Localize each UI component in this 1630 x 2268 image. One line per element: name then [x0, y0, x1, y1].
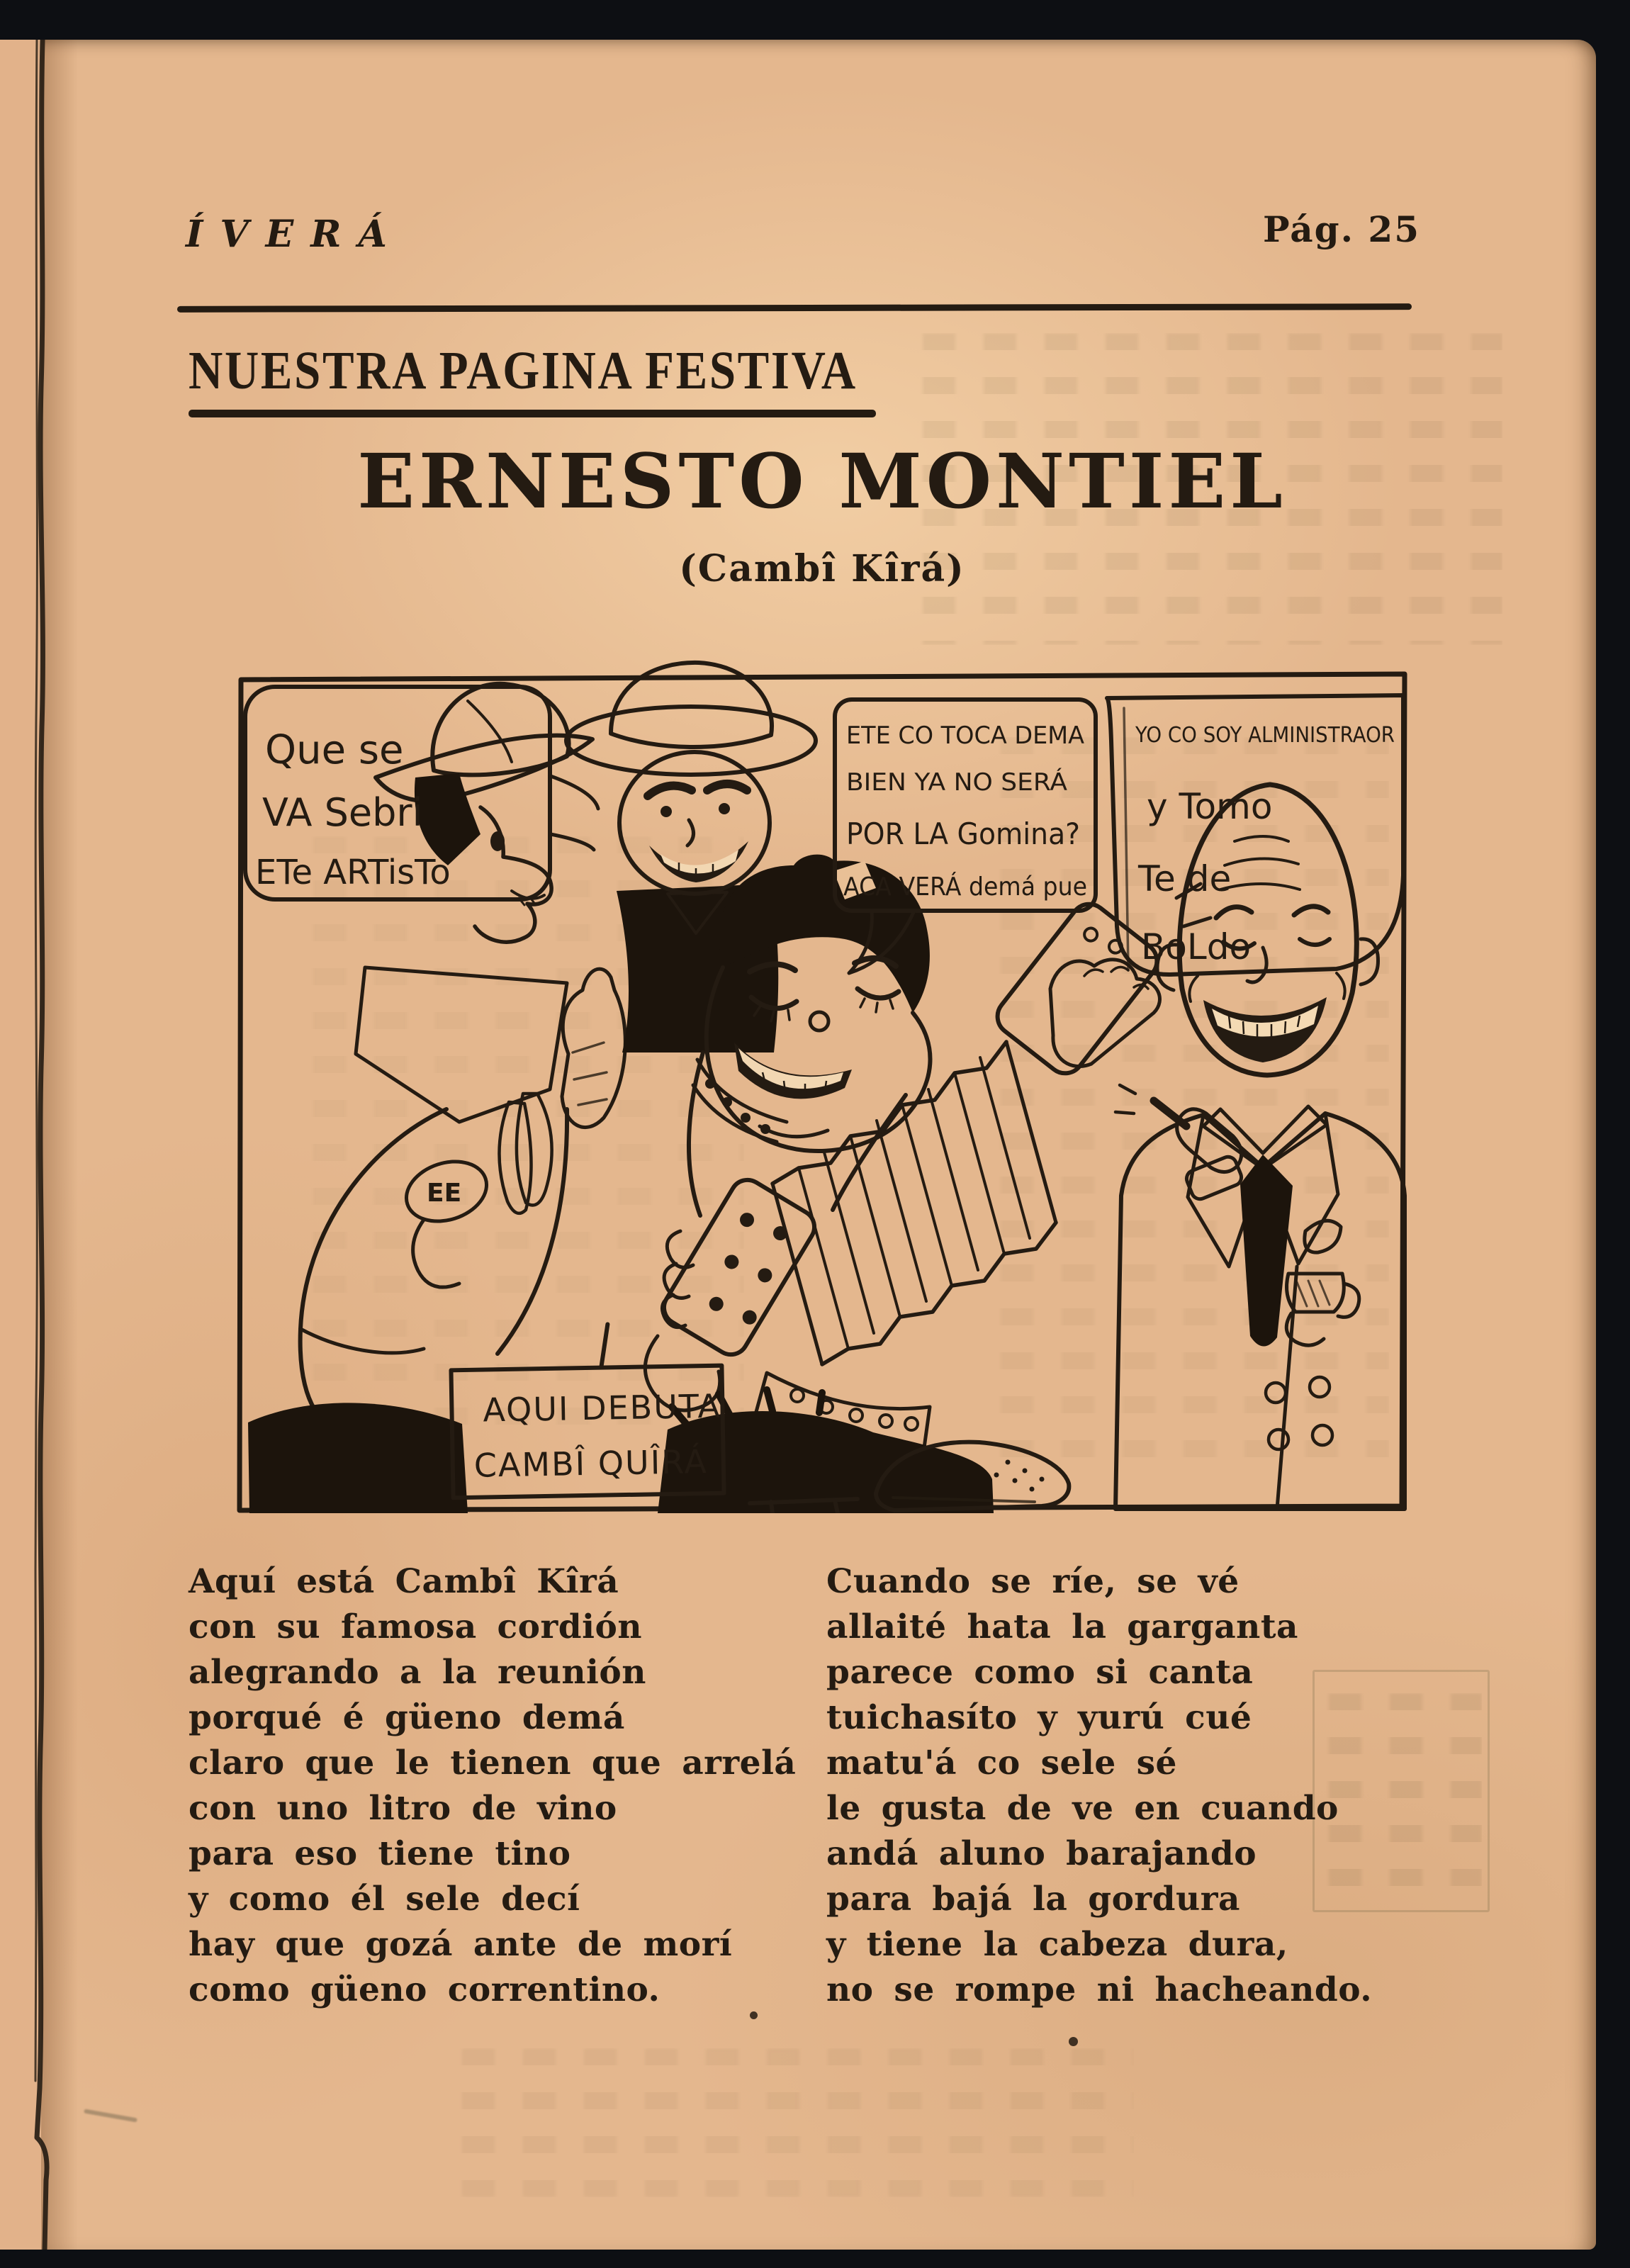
closed-eye: [858, 989, 899, 998]
eyebrows: [1216, 906, 1328, 918]
speech-bubble-left: [245, 687, 598, 899]
nose: [687, 820, 694, 846]
poem-line: y tiene la cabeza dura,: [826, 1925, 1288, 1964]
poem-line: le gusta de ve en cuando: [826, 1789, 1339, 1828]
page-number: Pág. 25: [1263, 208, 1421, 250]
bubble-right-line3: Te de: [1138, 858, 1232, 899]
ear: [1361, 939, 1378, 984]
eyebrow: [707, 784, 747, 790]
poem-line: porqué é güeno demá: [189, 1698, 625, 1737]
poem-line: como güeno correntino.: [189, 1970, 661, 2009]
poem-line: tuichasíto y yurú cué: [826, 1698, 1252, 1737]
bubble-right-line2: y Tomo: [1147, 786, 1273, 827]
shoe-stipple: [994, 1460, 1045, 1492]
straw-hat-figure: [566, 663, 816, 1052]
accordion-right-plate: [990, 897, 1164, 1081]
bubble-left-line3: ETe ARTisTo: [255, 853, 451, 892]
poem-line: con su famosa cordión: [189, 1607, 642, 1646]
poem-line: andá aluno barajando: [826, 1834, 1257, 1873]
sign-line1: AQUI DEBUTA: [482, 1386, 722, 1430]
bubble-left-line2: VA Sebri: [262, 790, 423, 835]
article-subtitle: (Cambî Kîrá): [679, 547, 965, 590]
boldo-leaf: [1305, 1220, 1341, 1252]
nose: [810, 1012, 828, 1031]
poem-line: Cuando se ríe, se vé: [826, 1562, 1240, 1601]
jacket-buttons: [1266, 1377, 1332, 1449]
section-title: NUESTRA PAGINA FESTIVA: [189, 341, 858, 400]
bubble-middle-line4: ACA VERÁ demá pue: [843, 872, 1108, 902]
bubble-middle-line1: ETE CO TOCA DEMA: [846, 722, 1084, 750]
poem-line: con uno litro de vino: [189, 1789, 617, 1828]
bubble-left-line1: Que se: [265, 727, 404, 773]
wristband-initials: EE: [427, 1179, 462, 1208]
poem-line: Aquí está Cambî Kîrá: [189, 1562, 619, 1601]
ink-speck: [750, 2011, 758, 2019]
poem-line: y como él sele decí: [189, 1880, 580, 1919]
dark-trousers: [248, 1403, 468, 1513]
straw-hat-brim: [566, 707, 816, 775]
eye: [719, 803, 730, 814]
poem-line: hay que gozá ante de morí: [189, 1925, 733, 1964]
poem-line: claro que le tienen que arrelá: [189, 1744, 797, 1783]
right-hand: [1050, 960, 1159, 1067]
poem-column-right: [826, 1559, 1372, 2013]
poem-line: no se rompe ni hacheando.: [826, 1970, 1373, 2009]
bubble-right-line1: YO CO SOY ALMINISTRAOR: [1135, 723, 1395, 748]
ink-speck: [1069, 2037, 1078, 2046]
sign-line2: CAMBÎ QUÎRÁ: [473, 1442, 709, 1485]
poem-line: matu'á co sele sé: [826, 1744, 1177, 1783]
poem-line: allaité hata la garganta: [826, 1607, 1298, 1646]
torn-edge: [0, 40, 78, 2250]
poem-column-left: [189, 1559, 796, 2013]
debut-sign: [450, 1323, 724, 1498]
motion-ticks: [1115, 1085, 1135, 1113]
poem-line: para bajá la gordura: [826, 1880, 1240, 1919]
eye: [490, 831, 505, 851]
poem-line: parece como si canta: [826, 1653, 1254, 1692]
hair: [415, 773, 480, 865]
eyebrow: [648, 786, 692, 796]
checkered-kerchief: [356, 967, 567, 1122]
eye: [661, 806, 672, 817]
laugh-lines: [1189, 973, 1344, 1001]
journal-title: ÍVERÁ: [186, 213, 404, 256]
cartoon-illustration: [234, 656, 1410, 1513]
bubble-right-line4: BoLdo: [1141, 926, 1252, 967]
bubble-middle-line2: BIEN YA NO SERÁ: [846, 768, 1055, 797]
thumbs-up-hand: [562, 969, 625, 1127]
bubble-middle-line3: POR LA Gomina?: [846, 816, 1080, 851]
necktie: [1240, 1155, 1293, 1347]
poem-line: alegrando a la reunión: [189, 1653, 646, 1692]
section-title-underline: [189, 410, 876, 417]
face-profile: [475, 807, 551, 942]
hand-on-hip: [413, 1220, 459, 1287]
article-title: ERNESTO MONTIEL: [357, 437, 1287, 525]
forehead-wrinkles: [1220, 836, 1300, 889]
poem-line: para eso tiene tino: [189, 1834, 571, 1873]
